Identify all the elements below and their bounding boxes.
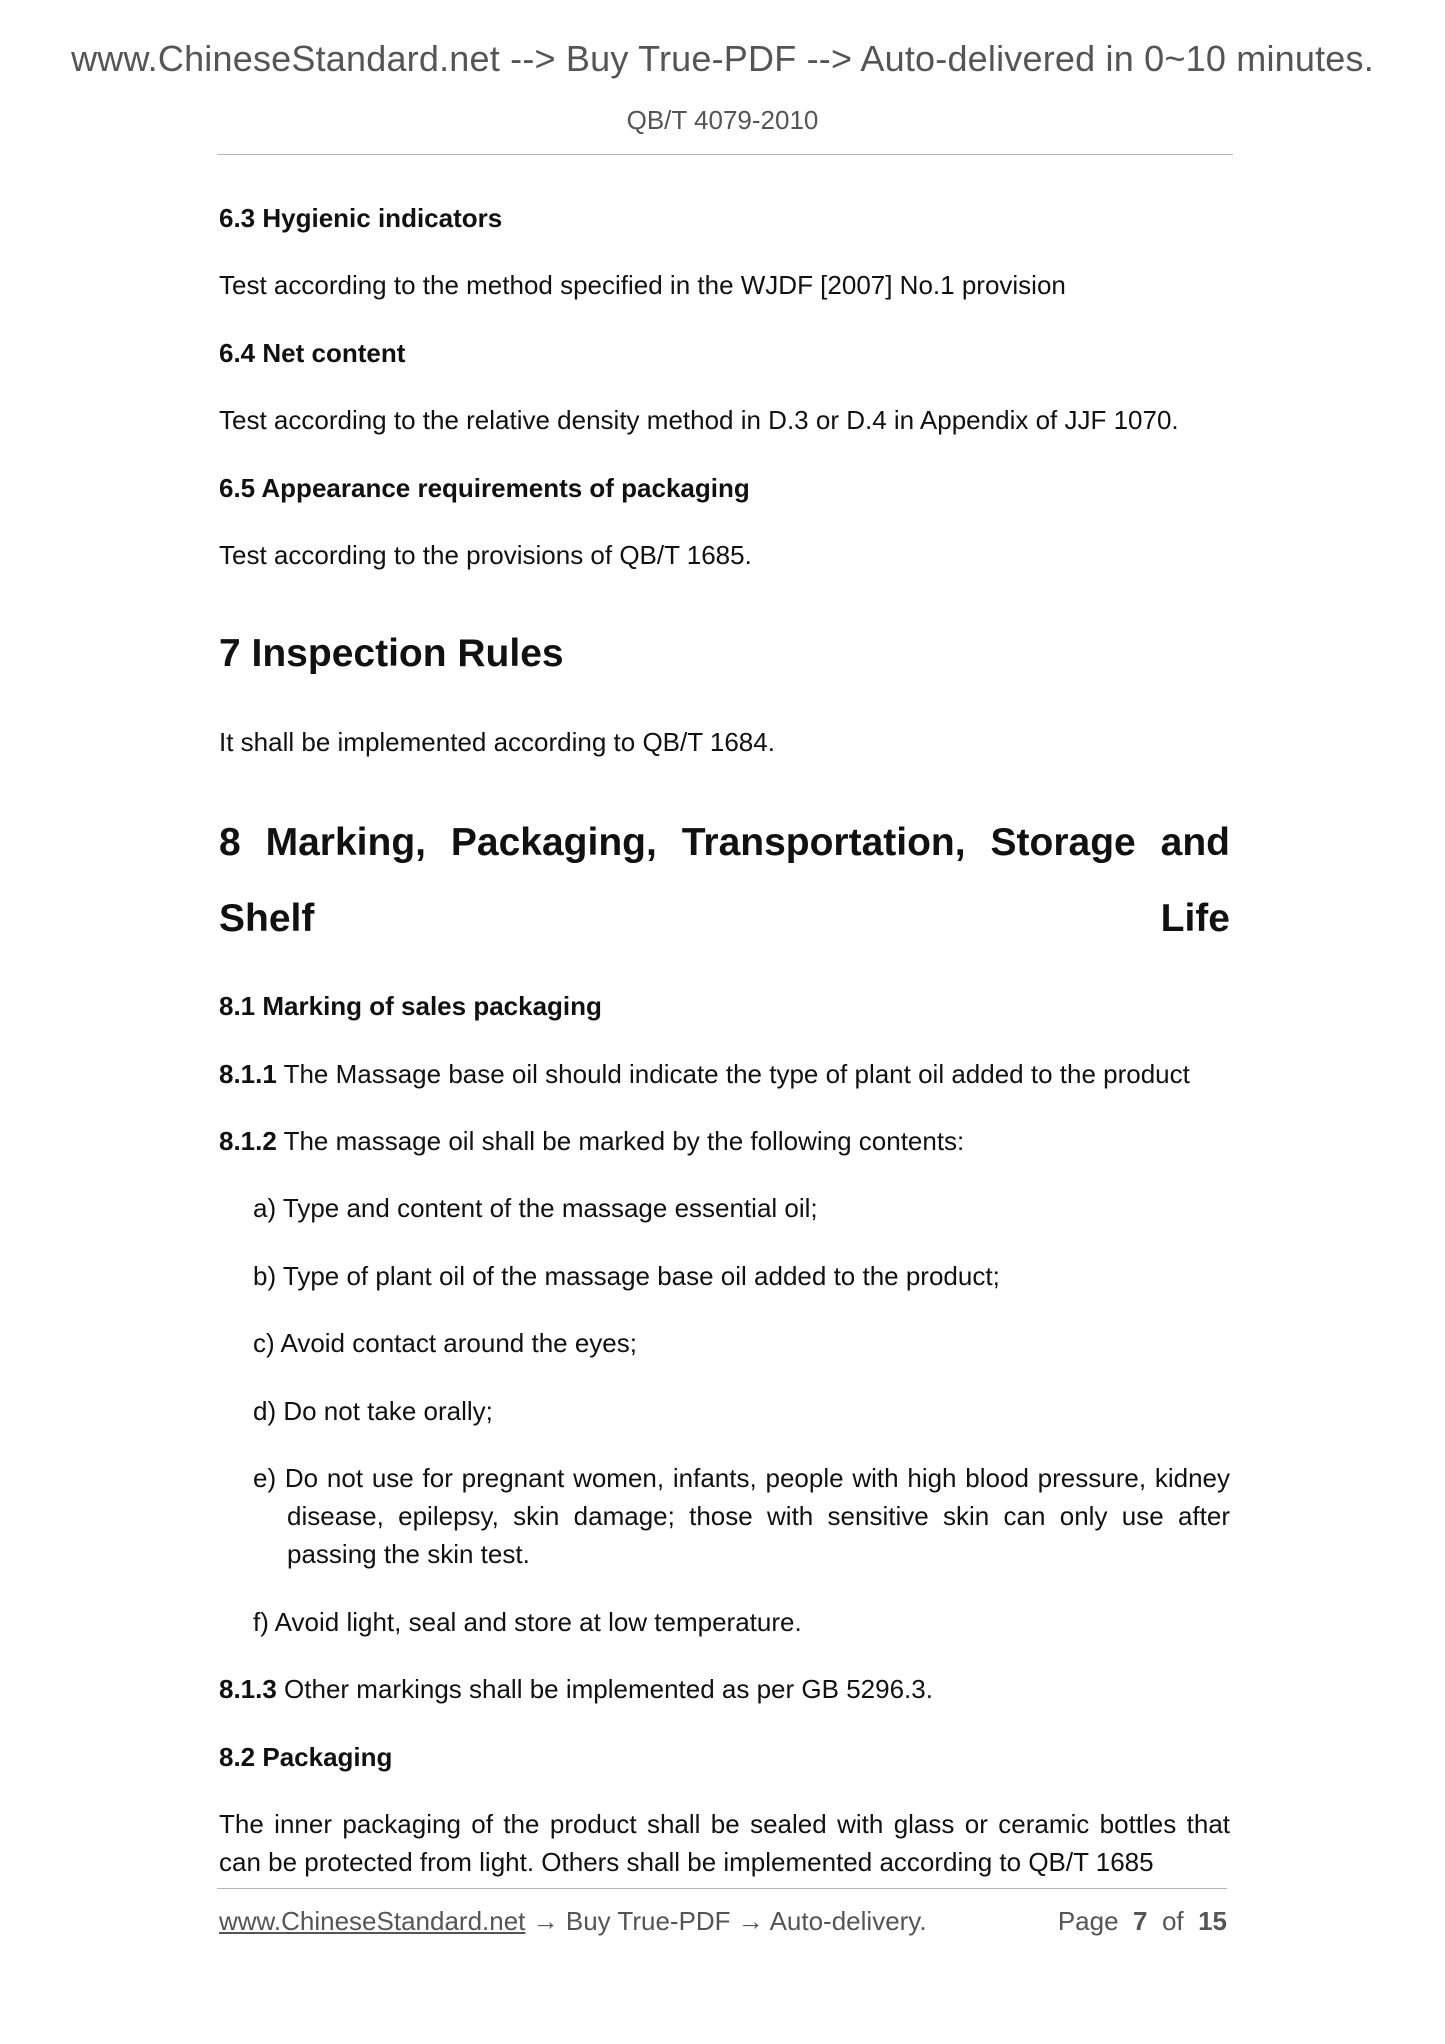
- section-6-3-text: Test according to the method specified in the WJDF [2007] No.1 provision: [219, 270, 1066, 300]
- section-6-4-text: Test according to the relative density method in D.3 or D.4 in Appendix of JJF 1070.: [219, 405, 1179, 435]
- footer-divider: [217, 1888, 1227, 1889]
- list-item: c) Avoid contact around the eyes;: [253, 1328, 637, 1358]
- footer-text: → Buy True-PDF → Auto-delivery.: [525, 1906, 927, 1936]
- page-number: 7: [1133, 1906, 1148, 1936]
- section-8-2-text: The inner packaging of the product shall be sealed with glass or ceramic bottles that can be protected from light. Others shall be implemented according to QB/T 1685: [219, 1809, 1230, 1877]
- section-8-heading: 8 Marking, Packaging, Transportation, Storage and Shelf Life: [219, 821, 1230, 940]
- page-indicator: [1058, 1906, 1227, 1937]
- section-6-5-text: Test according to the provisions of QB/T 1685.: [219, 540, 752, 570]
- clause-text: Other markings shall be implemented as per GB 5296.3.: [276, 1674, 933, 1704]
- header-banner-link[interactable]: www.ChineseStandard.net --> Buy True-PDF --> Auto-delivered in 0~10 minutes.: [71, 38, 1374, 79]
- clause-text: The massage oil shall be marked by the following contents:: [276, 1126, 965, 1156]
- section-8-1-1-paragraph: [219, 1055, 1230, 1093]
- clause-number: 8.1.2: [219, 1126, 277, 1156]
- list-item: e) Do not use for pregnant women, infants, people with high blood pressure, kidney disease, epilepsy, skin damage; those with sensitive skin can only use after passing the skin test.: [253, 1463, 1230, 1569]
- list-item: f) Avoid light, seal and store at low temperature.: [253, 1607, 802, 1637]
- clause-text: The Massage base oil should indicate the type of plant oil added to the product: [276, 1059, 1190, 1089]
- page-total: 15: [1198, 1906, 1227, 1936]
- section-7-heading: 7 Inspection Rules: [219, 632, 564, 675]
- clause-number: 8.1.3: [219, 1674, 277, 1704]
- section-8-1-3-paragraph: [219, 1670, 1230, 1708]
- section-6-3-heading: 6.3 Hygienic indicators: [219, 203, 503, 233]
- section-8-1-2-paragraph: [219, 1122, 1230, 1160]
- clause-number: 8.1.1: [219, 1059, 277, 1089]
- list-item: b) Type of plant oil of the massage base oil added to the product;: [253, 1261, 1000, 1291]
- header-divider: [217, 154, 1233, 155]
- list-item: d) Do not take orally;: [253, 1396, 493, 1426]
- page-footer: [219, 1906, 1227, 1937]
- section-6-4-heading: 6.4 Net content: [219, 338, 406, 368]
- list-item: a) Type and content of the massage essential oil;: [253, 1193, 818, 1223]
- footer-site-link[interactable]: www.ChineseStandard.net: [219, 1906, 526, 1936]
- page-label: Page: [1057, 1906, 1119, 1936]
- section-6-5-heading: 6.5 Appearance requirements of packaging: [219, 473, 750, 503]
- section-8-1-heading: 8.1 Marking of sales packaging: [219, 991, 602, 1021]
- of-label: of: [1161, 1906, 1184, 1936]
- standard-code: QB/T 4079-2010: [626, 105, 819, 135]
- section-7-text: It shall be implemented according to QB/T 1684.: [219, 727, 775, 757]
- section-8-2-heading: 8.2 Packaging: [219, 1742, 393, 1772]
